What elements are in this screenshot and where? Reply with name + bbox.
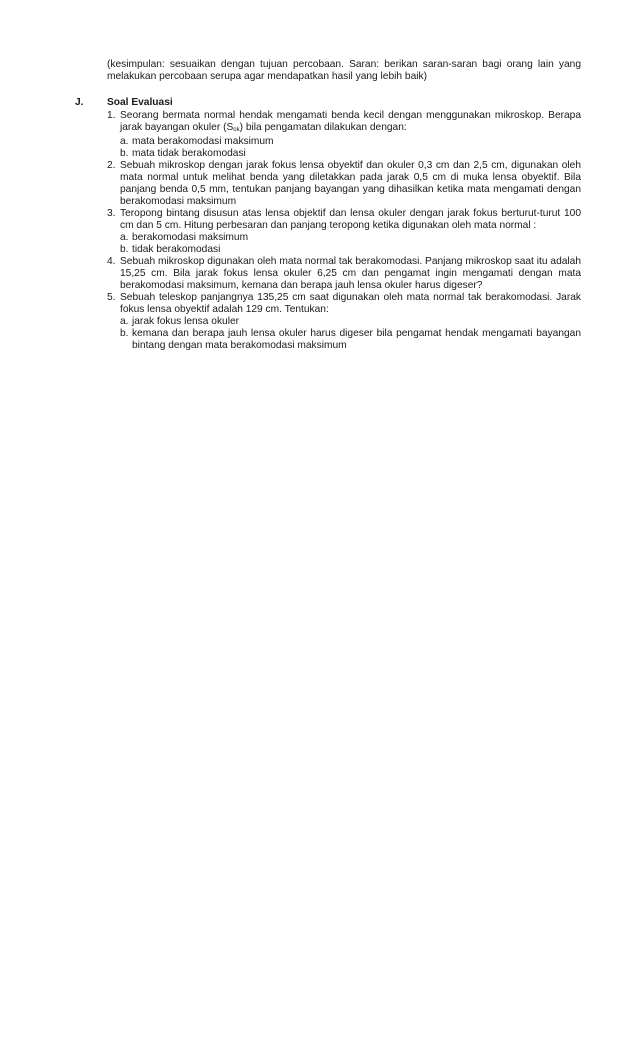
question-3	[107, 208, 581, 256]
option-item	[120, 148, 581, 160]
option-item	[120, 244, 581, 256]
question-text: Sebuah mikroskop digunakan oleh mata normal tak berakomodasi. Panjang mikroskop saat itu adalah 15,25 cm. Bila jarak fokus lensa okuler 6,25 cm dan pengamat ingin mengamati dengan mata berakomodasi maksimum, kemana dan berapa jauh lensa okuler harus digeser?	[120, 256, 581, 291]
section-letter: J.	[75, 97, 84, 108]
option-text: berakomodasi maksimum	[132, 232, 249, 243]
question-number: 2.	[107, 160, 116, 171]
option-text: tidak berakomodasi	[132, 244, 221, 255]
section-title: Soal Evaluasi	[107, 97, 173, 108]
option-item	[120, 136, 581, 148]
question-number: 5.	[107, 292, 116, 303]
option-letter: b.	[120, 244, 129, 255]
question-number: 1.	[107, 110, 116, 121]
question-text: Teropong bintang disusun atas lensa objektif dan lensa okuler dengan jarak fokus berturut-turut 100 cm dan 5 cm. Hitung perbesaran dan panjang teropong ketika digunakan oleh mata normal :	[120, 208, 581, 231]
option-text: kemana dan berapa jauh lensa okuler harus digeser bila pengamat hendak mengamati bayangan bintang dengan mata berakomodasi maksimum	[132, 328, 581, 351]
question-number: 4.	[107, 256, 116, 267]
option-letter: b.	[120, 148, 129, 159]
option-item	[120, 328, 581, 352]
question-2	[107, 160, 581, 208]
question-text-end: ) bila pengamatan dilakukan dengan:	[239, 122, 407, 133]
option-letter: a.	[120, 136, 129, 147]
option-list	[120, 316, 581, 352]
question-1	[107, 110, 581, 160]
option-list	[120, 232, 581, 256]
option-list	[120, 136, 581, 160]
conclusion-note: (kesimpulan: sesuaikan dengan tujuan percobaan. Saran: berikan saran-saran bagi orang lain yang melakukan percobaan serupa agar mendapatkan hasil yang lebih baik)	[107, 59, 581, 82]
question-text: Sebuah mikroskop dengan jarak fokus lensa obyektif dan okuler 0,3 cm dan 2,5 cm, digunakan oleh mata normal untuk melihat benda yang diletakkan pada jarak 0,5 cm di muka lensa obyektif. Bila panjang benda 0,5 mm, tentukan panjang bayangan yang dihasilkan ketika mata mengamati dengan berakomodasi maksimum	[120, 160, 581, 207]
question-text: Sebuah teleskop panjangnya 135,25 cm saat digunakan oleh mata normal tak berakomodasi. Jarak fokus lensa obyektif adalah 129 cm. Tentukan:	[120, 292, 581, 315]
option-item	[120, 232, 581, 244]
question-5	[107, 292, 581, 352]
option-text: jarak fokus lensa okuler	[132, 316, 240, 327]
question-4	[107, 256, 581, 292]
option-text: mata tidak berakomodasi	[132, 148, 246, 159]
question-number: 3.	[107, 208, 116, 219]
option-item	[120, 316, 581, 328]
question-subscript: ok	[233, 127, 240, 133]
question-text: Seorang bermata normal hendak mengamati benda kecil dengan menggunakan mikroskop. Berapa jarak bayangan okuler (S	[120, 110, 581, 133]
evaluation-question-list	[107, 110, 581, 352]
option-text: mata berakomodasi maksimum	[132, 136, 274, 147]
option-letter: a.	[120, 316, 129, 327]
option-letter: a.	[120, 232, 129, 243]
option-letter: b.	[120, 328, 129, 339]
